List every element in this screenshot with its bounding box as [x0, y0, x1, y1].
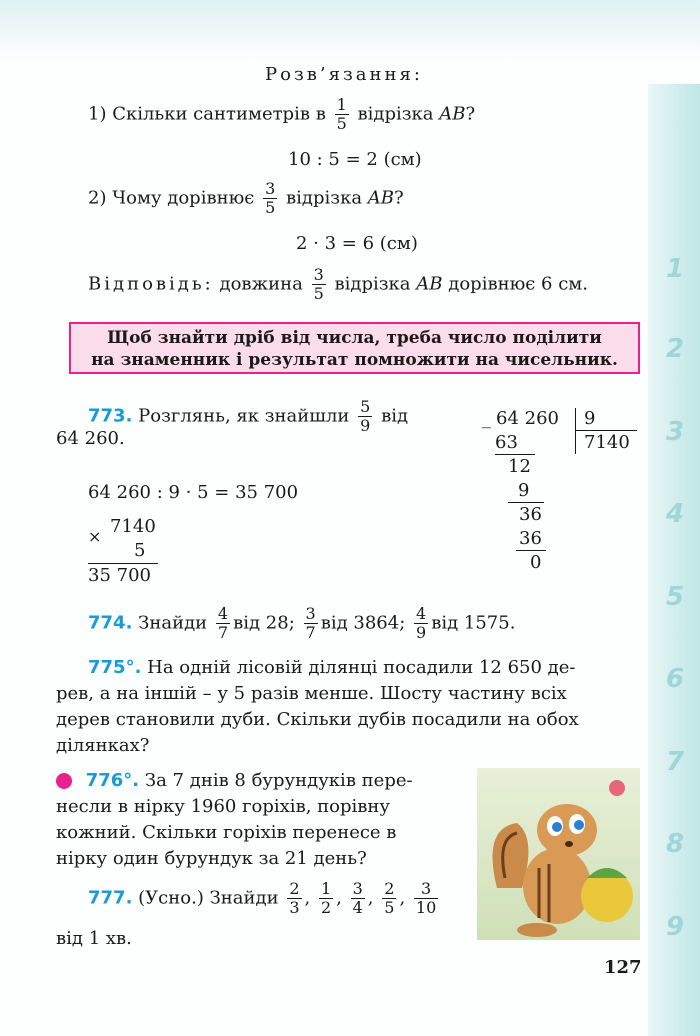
ex775-line3: дерев становили дуби. Скільки дубів посадили на обох [56, 709, 579, 730]
quotient-line [575, 430, 637, 431]
ex777-text: (Усно.) Знайди [138, 887, 279, 909]
numerator: 1 [336, 95, 347, 114]
q2-suffix: відрізка [286, 187, 363, 209]
denominator: 3 [289, 898, 300, 917]
fraction [263, 180, 277, 217]
denominator: 4 [352, 898, 363, 917]
ex775-line4: ділянках? [56, 735, 150, 756]
division-step: 36 [519, 504, 542, 525]
segment-name: AB [367, 187, 395, 209]
product: 35 700 [88, 565, 151, 586]
exercise-number: 774. [88, 612, 133, 634]
fraction [304, 605, 318, 642]
q1-calculation: 10 : 5 = 2 (см) [288, 149, 422, 170]
quotient: 7140 [584, 432, 630, 453]
rule-line-2: на знаменник і результат помножити на чисельник. [91, 350, 618, 370]
denominator: 5 [313, 284, 324, 303]
solution-heading: Розв’язання: [265, 64, 423, 85]
denominator: 5 [384, 898, 395, 917]
chipmunk-icon [477, 768, 640, 940]
ex774-part: від 1575. [431, 612, 516, 634]
dividend: 64 260 [496, 408, 559, 429]
top-band [0, 0, 700, 60]
multiplier: 5 [134, 540, 146, 561]
answer-prefix: довжина [219, 273, 303, 295]
division-remainder: 0 [530, 552, 542, 573]
numerator: 3 [352, 879, 363, 898]
numerator: 4 [416, 604, 427, 623]
division-line [495, 454, 535, 455]
ex776-line4: нірку один бурундук за 21 день? [56, 848, 367, 869]
ex774-part: від 28; [233, 612, 295, 634]
q1-end: ? [465, 103, 476, 125]
ex776-line2: несли в нірку 1960 горіхів, порівну [56, 796, 390, 817]
q1-suffix: відрізка [357, 103, 434, 125]
numerator: 5 [360, 397, 371, 416]
question-2 [88, 180, 404, 217]
q2-end: ? [394, 187, 404, 209]
fraction [216, 605, 230, 642]
fraction [414, 605, 428, 642]
question-1 [88, 96, 475, 133]
division-step: 9 [518, 480, 530, 501]
numerator: 4 [217, 604, 229, 623]
denominator: 7 [305, 623, 316, 642]
q2-calculation: 2 · 3 = 6 (см) [296, 233, 418, 254]
ex774-part: від 3864; [320, 612, 406, 634]
exercise-774 [88, 605, 515, 642]
numerator: 2 [289, 879, 300, 898]
denominator: 5 [336, 114, 347, 133]
answer-mid: відрізка [334, 273, 411, 295]
ex776-line1: За 7 днів 8 бурундуків пере- [144, 770, 413, 791]
ex776-line3: кожний. Скільки горіхів перенесе в [56, 822, 397, 843]
multiplicand: 7140 [110, 516, 156, 537]
division-step: 12 [508, 456, 531, 477]
ex773-after: від [381, 405, 409, 427]
fraction [351, 880, 365, 917]
ex777-line2: від 1 хв. [56, 928, 132, 949]
denominator: 7 [217, 623, 229, 642]
edge-digit: 2 [666, 334, 685, 364]
division-minus: _ [482, 408, 491, 429]
fraction [319, 880, 333, 917]
edge-digit: 7 [666, 747, 685, 777]
denominator: 10 [415, 898, 437, 917]
page-number: 127 [604, 957, 642, 978]
q2-prefix: 2) Чому дорівнює [88, 187, 255, 209]
multiplication-sign: × [88, 527, 102, 546]
fraction [358, 398, 372, 435]
edge-digit: 5 [666, 582, 685, 612]
denominator: 2 [320, 898, 332, 917]
page-edge-tabs [648, 84, 700, 1036]
ex773-line2: 64 260. [56, 428, 125, 449]
numerator: 2 [384, 879, 395, 898]
exercise-777: 777. (Усно.) Знайди $\frac{2}{3}$ , $\frac{1}{2}$ , $\frac{3}{4}$ , $\frac{2}{5}$ , $\frac{3}{10}$ [88, 879, 437, 917]
divisor: 9 [584, 408, 596, 429]
numerator: 3 [265, 179, 276, 198]
exercise-776 [56, 770, 413, 791]
answer-line [88, 266, 588, 303]
exercise-775 [88, 657, 576, 678]
fraction [414, 880, 438, 917]
fraction [335, 96, 349, 133]
edge-digit: 6 [666, 664, 685, 694]
division-bar [575, 408, 576, 454]
multiplication-line [88, 563, 158, 564]
fraction [382, 880, 396, 917]
ex775-line2: рев, а на іншій – у 5 разів менше. Шосту частину всіх [56, 683, 567, 704]
exercise-number: 773. [88, 405, 133, 427]
exercise-number: 777. [88, 887, 133, 909]
exercise-number: 776°. [85, 770, 140, 791]
difficulty-dot-icon [56, 773, 72, 789]
answer-suffix: дорівнює 6 см. [448, 273, 589, 295]
denominator: 5 [265, 198, 276, 217]
rule-line-1: Щоб знайти дріб від числа, треба число поділити [107, 328, 602, 348]
division-line [508, 502, 544, 503]
ex773-calculation: 64 260 : 9 · 5 = 35 700 [88, 482, 299, 503]
division-line [516, 550, 546, 551]
answer-label: Відповідь: [88, 273, 214, 295]
exercise-773 [88, 398, 408, 435]
segment-name: AB [439, 103, 466, 125]
denominator: 9 [416, 623, 427, 642]
segment-name: AB [416, 273, 443, 295]
rule-box [69, 322, 640, 374]
ex774-text: Знайди [138, 612, 208, 634]
numerator: 3 [305, 604, 316, 623]
division-step: 36 [519, 528, 542, 549]
exercise-number: 775°. [88, 657, 142, 678]
denominator: 9 [360, 416, 371, 435]
edge-digit: 3 [666, 417, 685, 447]
q1-prefix: 1) Скільки сантиметрів в [88, 103, 326, 125]
edge-digit: 4 [666, 499, 685, 529]
chipmunk-illustration [477, 768, 640, 940]
division-step: 63 [495, 432, 518, 453]
ex775-line1: На одній лісовій ділянці посадили 12 650 де- [147, 657, 576, 678]
edge-digit: 1 [666, 254, 685, 284]
numerator: 3 [313, 265, 324, 284]
edge-digit: 9 [666, 912, 685, 942]
fraction [287, 880, 301, 917]
ex773-text: Розглянь, як знайшли [138, 405, 350, 427]
edge-digit: 8 [666, 829, 685, 859]
fraction [312, 266, 326, 303]
numerator: 3 [414, 880, 438, 899]
numerator: 1 [320, 879, 332, 898]
